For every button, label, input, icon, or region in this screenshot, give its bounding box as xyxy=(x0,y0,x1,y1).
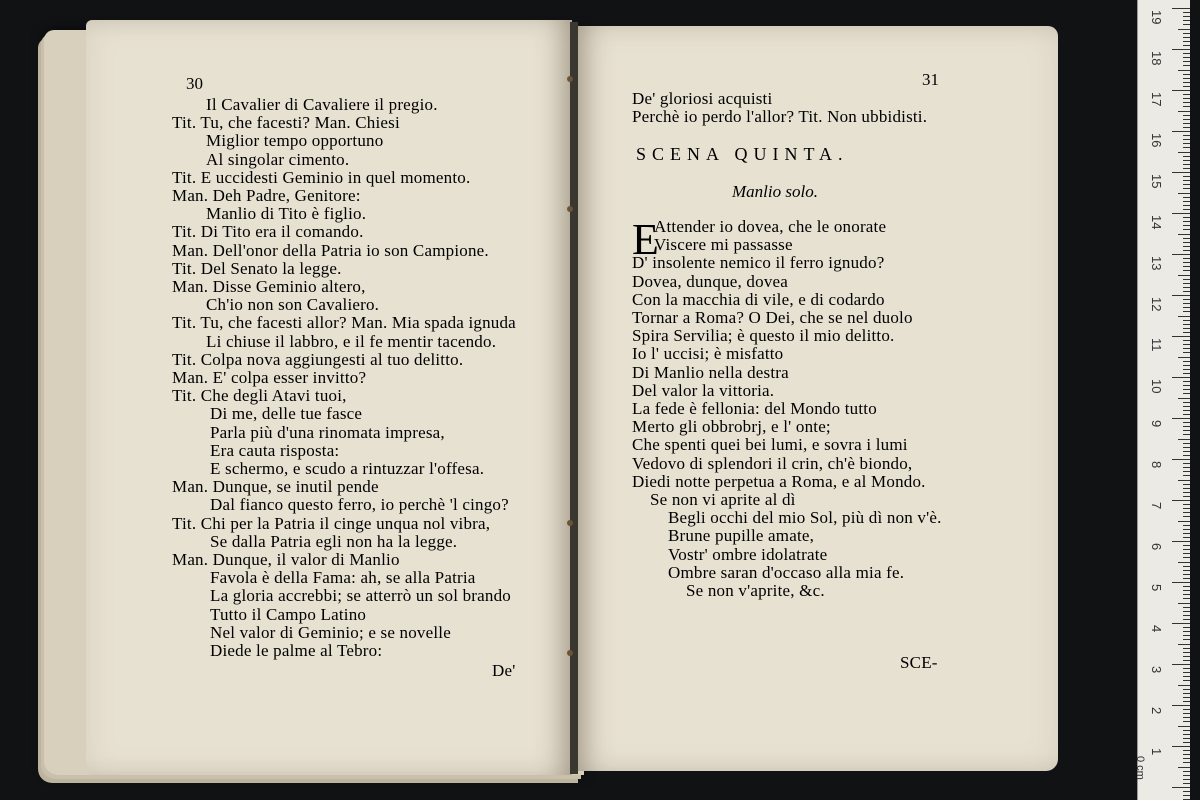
ruler-tick xyxy=(1183,65,1190,66)
ruler-tick xyxy=(1172,377,1190,378)
ruler-tick xyxy=(1183,721,1190,722)
ruler-tick xyxy=(1183,238,1190,239)
ruler-tick xyxy=(1183,668,1190,669)
left-text-line: Tit. Tu, che facesti? Man. Chiesi xyxy=(172,113,400,133)
ruler-tick xyxy=(1178,275,1190,276)
ruler-tick xyxy=(1178,111,1190,112)
ruler-tick xyxy=(1183,631,1190,632)
ruler-tick xyxy=(1183,246,1190,247)
ruler-tick xyxy=(1183,689,1190,690)
ruler-tick xyxy=(1172,418,1190,419)
right-text-line: Di Manlio nella destra xyxy=(632,362,789,382)
ruler-tick xyxy=(1183,279,1190,280)
ruler-tick xyxy=(1172,746,1190,747)
ruler-tick xyxy=(1183,209,1190,210)
ruler-tick xyxy=(1183,475,1190,476)
ruler-tick xyxy=(1183,615,1190,616)
ruler-tick xyxy=(1183,242,1190,243)
ruler-number: 10 xyxy=(1149,379,1164,394)
ruler-tick xyxy=(1183,549,1190,550)
ruler-tick xyxy=(1183,311,1190,312)
left-text-line: Man. E' colpa esser invitto? xyxy=(172,368,367,387)
left-text-line: Tit. Di Tito era il comando. xyxy=(172,222,364,242)
ruler-tick xyxy=(1183,529,1190,530)
ruler-tick xyxy=(1183,291,1190,292)
right-text-line: Ombre saran d'occaso alla mia fe. xyxy=(668,562,905,582)
ruler-number: 14 xyxy=(1149,215,1164,230)
ruler-number: 15 xyxy=(1149,174,1164,189)
ruler-tick xyxy=(1183,451,1190,452)
ruler-tick xyxy=(1183,303,1190,304)
binding-stitch xyxy=(567,206,573,212)
ruler-tick xyxy=(1183,94,1190,95)
ruler-tick xyxy=(1172,787,1190,788)
ruler-tick xyxy=(1183,369,1190,370)
ruler-number: 11 xyxy=(1149,338,1164,352)
ruler-tick xyxy=(1183,164,1190,165)
ruler-tick xyxy=(1183,701,1190,702)
ruler-tick xyxy=(1183,434,1190,435)
left-text-line: Manlio di Tito è figlio. xyxy=(206,204,367,224)
ruler-tick xyxy=(1172,8,1190,9)
ruler-number: 16 xyxy=(1149,133,1164,148)
ruler-tick xyxy=(1183,537,1190,538)
ruler-number: 2 xyxy=(1149,707,1164,715)
ruler-tick xyxy=(1183,180,1190,181)
ruler-tick xyxy=(1178,193,1190,194)
ruler-tick xyxy=(1183,229,1190,230)
ruler-tick xyxy=(1183,525,1190,526)
ruler-tick xyxy=(1183,443,1190,444)
ruler-tick xyxy=(1172,254,1190,255)
ruler-tick xyxy=(1183,283,1190,284)
ruler-tick xyxy=(1183,771,1190,772)
ruler-tick xyxy=(1172,459,1190,460)
ruler-tick xyxy=(1178,726,1190,727)
right-text-line: Begli occhi del mio Sol, più dì non v'è. xyxy=(668,508,942,528)
ruler-tick xyxy=(1183,545,1190,546)
right-page-number: 31 xyxy=(922,70,939,89)
ruler-tick xyxy=(1183,381,1190,382)
left-page-number: 30 xyxy=(186,74,203,93)
ruler-tick xyxy=(1183,463,1190,464)
ruler-tick xyxy=(1183,12,1190,13)
ruler-tick xyxy=(1183,484,1190,485)
right-text-line: Viscere mi passasse xyxy=(654,235,793,255)
ruler-tick xyxy=(1172,49,1190,50)
left-text-line: Tit. Del Senato la legge. xyxy=(172,258,342,278)
ruler-number: 3 xyxy=(1149,666,1164,674)
ruler-tick xyxy=(1172,90,1190,91)
ruler-tick xyxy=(1183,586,1190,587)
left-text-line: Man. Disse Geminio altero, xyxy=(172,277,366,296)
ruler-tick xyxy=(1183,504,1190,505)
ruler-tick xyxy=(1183,102,1190,103)
ruler-tick xyxy=(1183,574,1190,575)
right-text-line: Diedi notte perpetua a Roma, e al Mondo. xyxy=(632,471,926,491)
right-text-line: Tornar a Roma? O Dei, che se nel duolo xyxy=(632,308,913,327)
scene-subtitle: Manlio solo. xyxy=(732,182,818,201)
left-text-line: La gloria accrebbi; se atterrò un sol brando xyxy=(210,586,511,606)
left-text-line: Li chiuse il labbro, e il fe mentir tacendo. xyxy=(206,331,497,351)
right-top-line: De' gloriosi acquisti xyxy=(632,89,773,108)
ruler-tick xyxy=(1183,160,1190,161)
right-text-line: Merto gli obbrobrj, e l' onte; xyxy=(632,417,831,437)
ruler-tick xyxy=(1183,730,1190,731)
ruler-tick xyxy=(1172,541,1190,542)
right-text-line: Brune pupille amate, xyxy=(668,526,815,546)
ruler-tick xyxy=(1183,24,1190,25)
ruler-tick xyxy=(1172,500,1190,501)
ruler-tick xyxy=(1183,61,1190,62)
ruler-tick xyxy=(1183,385,1190,386)
ruler-tick xyxy=(1183,471,1190,472)
ruler-tick xyxy=(1183,168,1190,169)
left-catchword: De' xyxy=(492,661,516,680)
ruler-number: 5 xyxy=(1149,584,1164,592)
ruler-number: 18 xyxy=(1149,51,1164,66)
ruler-number: 19 xyxy=(1149,10,1164,25)
binding-stitch xyxy=(567,520,573,526)
left-text-line: Tit. E uccidesti Geminio in quel momento. xyxy=(172,167,471,187)
ruler-tick xyxy=(1172,623,1190,624)
right-top-line: Perchè io perdo l'allor? Tit. Non ubbidisti. xyxy=(632,107,928,126)
ruler-tick xyxy=(1183,635,1190,636)
left-text-line: Diede le palme al Tebro: xyxy=(210,641,383,660)
ruler-tick xyxy=(1183,762,1190,763)
right-text-line: La fede è fellonia: del Mondo tutto xyxy=(632,399,877,418)
left-text-line: Di me, delle tue fasce xyxy=(210,404,363,424)
ruler-tick xyxy=(1183,176,1190,177)
ruler-tick xyxy=(1172,131,1190,132)
ruler-tick xyxy=(1183,467,1190,468)
ruler-number: 8 xyxy=(1149,461,1164,469)
ruler-number: 13 xyxy=(1149,256,1164,271)
ruler-tick xyxy=(1183,693,1190,694)
ruler-tick xyxy=(1183,607,1190,608)
ruler-tick xyxy=(1178,357,1190,358)
ruler-tick xyxy=(1183,373,1190,374)
right-text-line: Che spenti quei bei lumi, e sovra i lumi xyxy=(632,435,908,455)
ruler-tick xyxy=(1183,697,1190,698)
left-text-line: Man. Dunque, il valor di Manlio xyxy=(172,550,400,569)
ruler-tick xyxy=(1183,45,1190,46)
binding-stitch xyxy=(567,650,573,656)
left-text-line: Tit. Colpa nova aggiungesti al tuo delitto. xyxy=(172,349,464,369)
ruler-tick xyxy=(1183,205,1190,206)
ruler-number: 1 xyxy=(1149,748,1164,756)
ruler-tick xyxy=(1183,533,1190,534)
ruler-tick xyxy=(1183,299,1190,300)
ruler-unit-label: 0 cm xyxy=(1134,756,1146,780)
ruler-tick xyxy=(1183,566,1190,567)
ruler-tick xyxy=(1183,750,1190,751)
ruler-tick xyxy=(1178,603,1190,604)
ruler-tick xyxy=(1183,53,1190,54)
ruler-tick xyxy=(1183,135,1190,136)
ruler-tick xyxy=(1183,406,1190,407)
ruler-tick xyxy=(1183,57,1190,58)
ruler-number: 17 xyxy=(1149,92,1164,107)
ruler-tick xyxy=(1172,664,1190,665)
left-text-line: Il Cavalier di Cavaliere il pregio. xyxy=(206,95,438,114)
ruler-tick xyxy=(1178,685,1190,686)
measurement-ruler xyxy=(1134,0,1190,800)
ruler-tick xyxy=(1183,795,1190,796)
ruler-tick xyxy=(1183,492,1190,493)
ruler-tick xyxy=(1183,496,1190,497)
ruler-tick xyxy=(1183,258,1190,259)
right-text-line: D' insolente nemico il ferro ignudo? xyxy=(632,253,885,273)
ruler-tick xyxy=(1172,172,1190,173)
left-text-line: E schermo, e scudo a rintuzzar l'offesa. xyxy=(210,459,485,478)
ruler-number: 6 xyxy=(1149,543,1164,551)
ruler-tick xyxy=(1183,262,1190,263)
left-text-line: Nel valor di Geminio; e se novelle xyxy=(210,622,451,642)
ruler-tick xyxy=(1183,119,1190,120)
ruler-tick xyxy=(1183,41,1190,42)
ruler-tick xyxy=(1178,70,1190,71)
ruler-tick xyxy=(1183,188,1190,189)
ruler-tick xyxy=(1178,398,1190,399)
ruler-tick xyxy=(1183,414,1190,415)
left-text-line: Tit. Chi per la Patria il cinge unqua nol vibra, xyxy=(172,513,491,533)
ruler-tick xyxy=(1183,365,1190,366)
ruler-tick xyxy=(1183,127,1190,128)
ruler-number: 4 xyxy=(1149,625,1164,633)
ruler-tick xyxy=(1183,430,1190,431)
right-text-line: Del valor la vittoria. xyxy=(632,380,775,400)
ruler-tick xyxy=(1178,152,1190,153)
ruler-tick xyxy=(1183,656,1190,657)
left-text-line: Tit. Tu, che facesti allor? Man. Mia spada ignuda xyxy=(172,313,516,333)
ruler-number: 7 xyxy=(1149,502,1164,510)
ruler-tick xyxy=(1183,488,1190,489)
ruler-tick xyxy=(1183,672,1190,673)
ruler-tick xyxy=(1183,717,1190,718)
ruler-tick xyxy=(1183,82,1190,83)
left-text-line: Parla più d'una rinomata impresa, xyxy=(210,422,445,442)
left-text-line: Dal fianco questo ferro, io perchè 'l cingo? xyxy=(210,495,509,515)
ruler-tick xyxy=(1183,627,1190,628)
ruler-tick xyxy=(1183,98,1190,99)
left-text-line: Tutto il Campo Latino xyxy=(210,604,367,624)
scene-title: SCENA QUINTA. xyxy=(636,144,849,164)
ruler-tick xyxy=(1183,389,1190,390)
ruler-tick xyxy=(1183,594,1190,595)
ruler-tick xyxy=(1178,521,1190,522)
ruler-tick xyxy=(1183,156,1190,157)
ruler-tick xyxy=(1178,480,1190,481)
ruler-tick xyxy=(1183,344,1190,345)
right-catchword: SCE- xyxy=(900,653,938,672)
ruler-tick xyxy=(1183,422,1190,423)
right-text-line: Se non vi aprite al dì xyxy=(650,490,796,509)
ruler-tick xyxy=(1183,758,1190,759)
ruler-tick xyxy=(1183,734,1190,735)
ruler-tick xyxy=(1183,648,1190,649)
ruler-tick xyxy=(1183,742,1190,743)
ruler-tick xyxy=(1183,328,1190,329)
ruler-tick xyxy=(1183,578,1190,579)
ruler-tick xyxy=(1172,705,1190,706)
ruler-tick xyxy=(1183,332,1190,333)
ruler-tick xyxy=(1183,775,1190,776)
ruler-tick xyxy=(1183,197,1190,198)
ruler-tick xyxy=(1183,680,1190,681)
right-text-line: Con la macchia di vile, e di codardo xyxy=(632,289,885,309)
ruler-tick xyxy=(1172,295,1190,296)
ruler-tick xyxy=(1183,106,1190,107)
ruler-tick xyxy=(1183,123,1190,124)
ruler-tick xyxy=(1183,266,1190,267)
ruler-tick xyxy=(1183,340,1190,341)
ruler-tick xyxy=(1183,553,1190,554)
ruler-tick xyxy=(1183,270,1190,271)
ruler-tick xyxy=(1183,37,1190,38)
ruler-tick xyxy=(1172,213,1190,214)
ruler-tick xyxy=(1183,361,1190,362)
right-text-line: Dovea, dunque, dovea xyxy=(632,271,789,291)
right-text-line: Io l' uccisi; è misfatto xyxy=(632,344,784,364)
ruler-tick xyxy=(1183,348,1190,349)
ruler-tick xyxy=(1183,16,1190,17)
left-text-line: Favola è della Fama: ah, se alla Patria xyxy=(210,568,476,588)
left-text-line: Al singolar cimento. xyxy=(206,149,350,169)
ruler-tick xyxy=(1183,410,1190,411)
ruler-tick xyxy=(1183,393,1190,394)
left-text-line: Era cauta risposta: xyxy=(210,440,340,460)
ruler-tick xyxy=(1183,713,1190,714)
ruler-tick xyxy=(1178,29,1190,30)
ruler-tick xyxy=(1183,143,1190,144)
drop-cap: E xyxy=(632,215,659,264)
ruler-tick xyxy=(1183,791,1190,792)
ruler-tick xyxy=(1183,78,1190,79)
left-text-line: Se dalla Patria egli non ha la legge. xyxy=(210,531,458,551)
ruler-tick xyxy=(1183,709,1190,710)
ruler-tick xyxy=(1183,217,1190,218)
ruler-tick xyxy=(1183,74,1190,75)
ruler-tick xyxy=(1183,447,1190,448)
ruler-tick xyxy=(1172,582,1190,583)
binding-stitch xyxy=(567,76,573,82)
ruler-number: 9 xyxy=(1149,420,1164,428)
ruler-tick xyxy=(1178,767,1190,768)
ruler-tick xyxy=(1183,352,1190,353)
ruler-tick xyxy=(1183,221,1190,222)
right-text-line: Vostr' ombre idolatrate xyxy=(668,544,828,564)
ruler-tick xyxy=(1183,783,1190,784)
ruler-tick xyxy=(1183,115,1190,116)
ruler-tick xyxy=(1183,402,1190,403)
ruler-tick xyxy=(1183,570,1190,571)
ruler-tick xyxy=(1183,639,1190,640)
left-text-line: Tit. Che degli Atavi tuoi, xyxy=(172,386,347,406)
ruler-tick xyxy=(1183,225,1190,226)
ruler-tick xyxy=(1183,557,1190,558)
left-text-line: Man. Deh Padre, Genitore: xyxy=(172,186,361,205)
ruler-tick xyxy=(1183,201,1190,202)
ruler-tick xyxy=(1178,234,1190,235)
ruler-tick xyxy=(1183,147,1190,148)
ruler-tick xyxy=(1183,779,1190,780)
ruler-tick xyxy=(1183,86,1190,87)
ruler-tick xyxy=(1183,754,1190,755)
ruler-tick xyxy=(1178,562,1190,563)
ruler-tick xyxy=(1183,738,1190,739)
right-text-line: Se non v'aprite, &c. xyxy=(686,581,825,600)
ruler-tick xyxy=(1183,512,1190,513)
ruler-tick xyxy=(1183,590,1190,591)
ruler-tick xyxy=(1183,652,1190,653)
ruler-tick xyxy=(1172,336,1190,337)
book-gutter xyxy=(570,22,578,774)
right-text-line: Attender io dovea, che le onorate xyxy=(654,217,887,236)
left-text-line: Man. Dell'onor della Patria io son Campione. xyxy=(172,240,489,260)
left-text-line: Miglior tempo opportuno xyxy=(206,131,384,151)
ruler-tick xyxy=(1183,33,1190,34)
ruler-tick xyxy=(1183,320,1190,321)
right-text-line: Spira Servilia; è questo il mio delitto. xyxy=(632,326,895,346)
ruler-tick xyxy=(1183,611,1190,612)
ruler-tick xyxy=(1183,324,1190,325)
ruler-tick xyxy=(1178,439,1190,440)
ruler-tick xyxy=(1183,619,1190,620)
ruler-tick xyxy=(1183,508,1190,509)
ruler-tick xyxy=(1183,516,1190,517)
ruler-tick xyxy=(1183,139,1190,140)
ruler-tick xyxy=(1183,184,1190,185)
ruler-tick xyxy=(1178,316,1190,317)
left-text-line: Ch'io non son Cavaliero. xyxy=(206,295,380,315)
left-text-line: Man. Dunque, se inutil pende xyxy=(172,477,379,497)
ruler-tick xyxy=(1183,20,1190,21)
ruler-tick xyxy=(1183,426,1190,427)
ruler-tick xyxy=(1178,644,1190,645)
ruler-tick xyxy=(1183,455,1190,456)
ruler-tick xyxy=(1183,598,1190,599)
ruler-tick xyxy=(1183,250,1190,251)
ruler-tick xyxy=(1183,287,1190,288)
ruler-number: 12 xyxy=(1149,297,1164,312)
ruler-tick xyxy=(1183,676,1190,677)
ruler-tick xyxy=(1183,307,1190,308)
right-text-line: Vedovo di splendori il crin, ch'è biondo, xyxy=(632,453,913,473)
ruler-tick xyxy=(1183,660,1190,661)
